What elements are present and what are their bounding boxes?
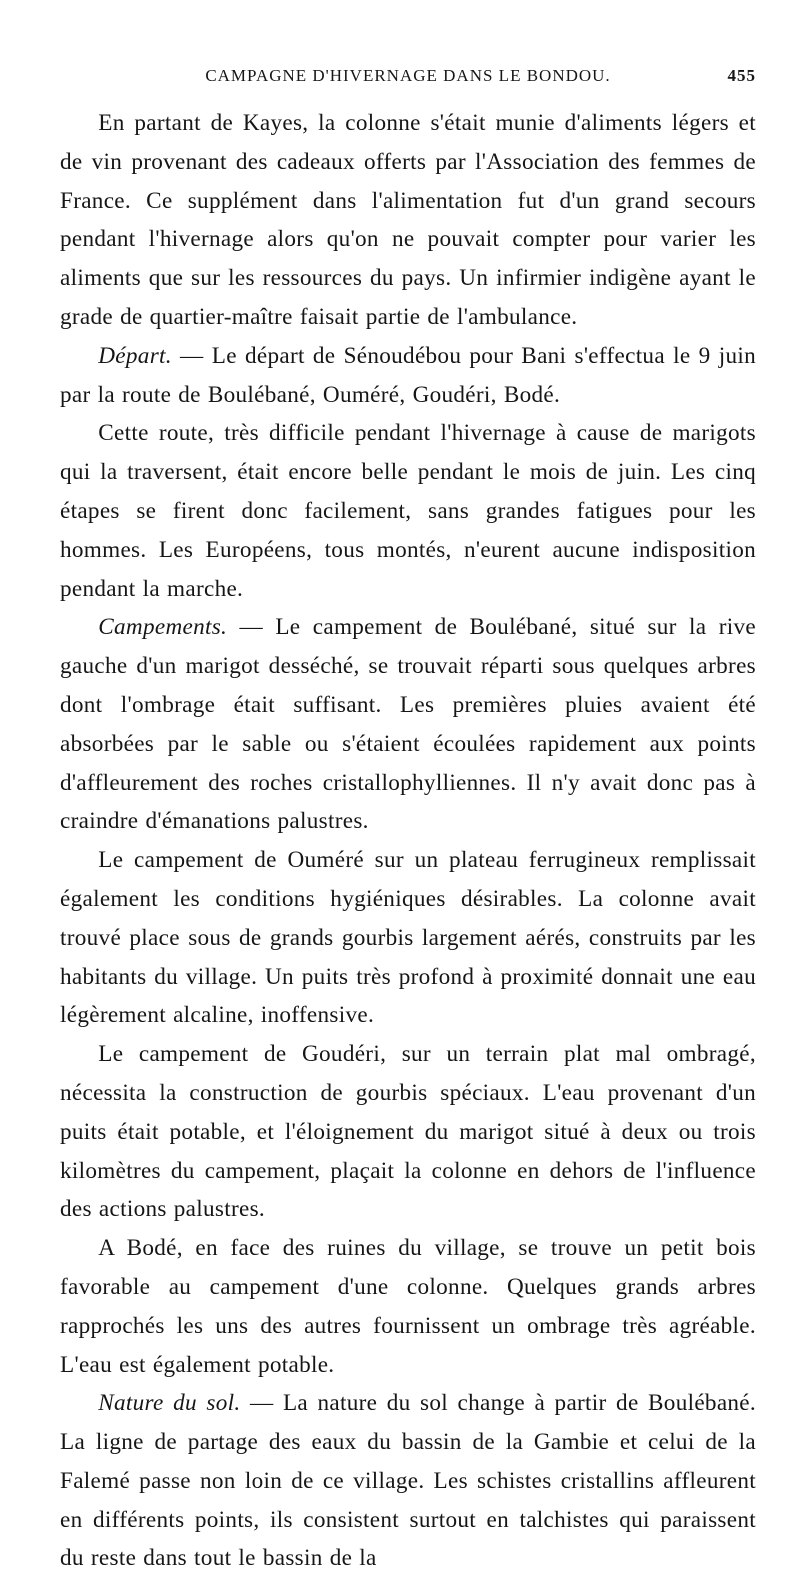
- page-number: 455: [727, 66, 756, 85]
- paragraph-text: — Le départ de Sénoudébou pour Bani s'effectua le 9 juin par la route de Boulébané, Ouméré, Goudéri, Bodé.: [60, 342, 756, 408]
- section-heading-depart: Départ.: [98, 342, 172, 369]
- paragraph: [60, 1229, 756, 1384]
- paragraph: [60, 1384, 756, 1578]
- paragraph-text: — La nature du sol change à partir de Boulébané. La ligne de partage des eaux du bassin de la Gambie et celui de la Falemé passe non loin de ce village. Les schistes cristallins affleurent en différents points, ils consistent surtout en talchistes qui paraissent du reste dans tout le bassin de la: [60, 1390, 757, 1572]
- paragraph-text: Le campement de Ouméré sur un plateau ferrugineux remplissait également les conditions hygiéniques désirables. La colonne avait trouvé place sous de grands gourbis largement aérés, construits par les habitants du village. Un puits très profond à proximité donnait une eau légèrement alcaline, inoffensive.: [60, 847, 756, 1029]
- paragraph: [60, 841, 756, 1035]
- paragraph: [60, 104, 756, 337]
- paragraph-text: — Le campement de Boulébané, situé sur la rive gauche d'un marigot desséché, se trouvait réparti sous quelques arbres dont l'ombrage était suffisant. Les premières pluies avaient été absorbées par le sable ou s'étaient écoulées rapidement aux points d'affleurement des roches cristallophylliennes. Il n'y avait donc pas à craindre d'émanations palustres.: [60, 614, 756, 835]
- paragraph-text: A Bodé, en face des ruines du village, se trouve un petit bois favorable au campement d'une colonne. Quelques grands arbres rapprochés les uns des autres fournissent un ombrage très agréable. L'eau est également potable.: [60, 1235, 756, 1378]
- section-heading-nature-du-sol: Nature du sol.: [98, 1390, 241, 1417]
- section-heading-campements: Campements.: [98, 614, 228, 641]
- paragraph-text: En partant de Kayes, la colonne s'était munie d'aliments légers et de vin provenant des cadeaux offerts par l'Association des femmes de France. Ce supplément dans l'alimentation fut d'un grand secours pendant l'hivernage alors qu'on ne pouvait compter pour varier les aliments que sur les ressources du pays. Un infirmier indigène ayant le grade de quartier-maître faisait partie de l'ambulance.: [60, 110, 756, 330]
- paragraph-text: Le campement de Goudéri, sur un terrain plat mal ombragé, nécessita la construction de gourbis spéciaux. L'eau provenant d'un puits était potable, et l'éloignement du marigot situé à deux ou trois kilomètres du campement, plaçait la colonne en dehors de l'influence des actions palustres.: [60, 1041, 756, 1223]
- running-head: [60, 66, 756, 94]
- paragraph: [60, 1035, 756, 1229]
- running-title: CAMPAGNE D'HIVERNAGE DANS LE BONDOU.: [205, 66, 611, 85]
- paragraph-text: Cette route, très difficile pendant l'hivernage à cause de marigots qui la traversent, était encore belle pendant le mois de juin. Les cinq étapes se firent donc facilement, sans grandes fatigues pour les hommes. Les Européens, tous montés, n'eurent aucune indisposition pendant la marche.: [60, 420, 756, 602]
- paragraph: [60, 608, 756, 841]
- paragraph: [60, 414, 756, 608]
- paragraph: [60, 337, 756, 415]
- body-text: [60, 104, 756, 1578]
